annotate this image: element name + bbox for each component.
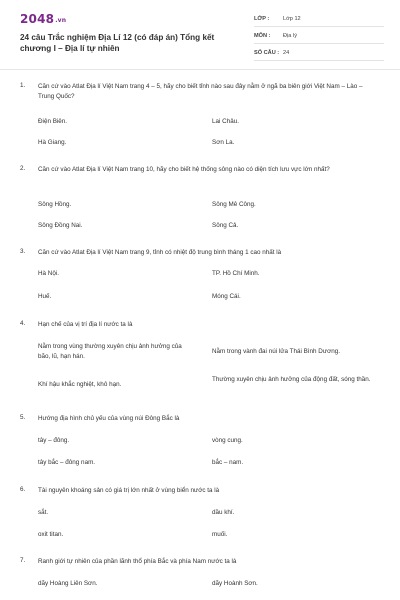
answer-option[interactable]: tây bắc – đông nam. — [38, 459, 96, 466]
answer-option[interactable]: Sông Mê Công. — [212, 201, 256, 208]
meta-row-subject — [254, 29, 384, 44]
answer-option[interactable]: sắt. — [38, 509, 49, 516]
answer-option[interactable]: Hà Giang. — [38, 139, 67, 146]
question-number: 7. — [20, 557, 26, 564]
answer-option[interactable]: Sơn La. — [212, 139, 235, 146]
answer-option[interactable]: Hà Nội. — [38, 270, 59, 277]
meta-value: Địa lý — [283, 33, 297, 39]
site-logo[interactable]: 2048.vn — [20, 12, 67, 26]
meta-value: Lớp 12 — [283, 16, 301, 22]
meta-label: SỐ CÂU : — [254, 50, 280, 56]
question-text: Hạn chế của vị trí địa lí nước ta là — [38, 321, 133, 328]
meta-row-class — [254, 12, 384, 27]
question-text: Tài nguyên khoáng sản có giá trị lớn nhất ở vùng biển nước ta là — [38, 487, 220, 494]
answer-option[interactable]: dãy Hoàng Liên Sơn. — [38, 580, 98, 587]
question-number: 3. — [20, 248, 26, 255]
answer-option[interactable]: Sông Cả. — [212, 222, 239, 229]
meta-value: 24 — [283, 50, 290, 56]
answer-option[interactable]: Lai Châu. — [212, 118, 239, 125]
answer-option[interactable]: TP. Hồ Chí Minh. — [212, 270, 260, 277]
question-number: 6. — [20, 486, 26, 493]
answer-option[interactable]: Nằm trong vành đai núi lửa Thái Bình Dương. — [212, 348, 340, 355]
question-number: 1. — [20, 82, 26, 89]
answer-option[interactable]: Móng Cái. — [212, 293, 241, 300]
question-text: Ranh giới tự nhiên của phần lãnh thổ phía Bắc và phía Nam nước ta là — [38, 558, 237, 565]
document-title: 24 câu Trắc nghiệm Địa Lí 12 (có đáp án) Tổng kết chương I – Địa lí tự nhiên — [20, 33, 215, 53]
answer-option[interactable]: dầu khí. — [212, 509, 235, 516]
document-header — [0, 0, 400, 70]
answer-option[interactable]: Thường xuyên chịu ảnh hưởng của động đất, sóng thần. — [212, 376, 371, 383]
answer-option[interactable]: Điện Biên. — [38, 118, 68, 125]
meta-row-count — [254, 46, 384, 61]
answer-option[interactable]: tây – đông. — [38, 437, 70, 444]
question-text: Hướng địa hình chủ yếu của vùng núi Đông Bắc là — [38, 415, 180, 422]
meta-label: LỚP : — [254, 16, 270, 22]
meta-label: MÔN : — [254, 33, 271, 39]
answer-option[interactable]: oxit titan. — [38, 531, 64, 538]
answer-option[interactable]: Sông Đồng Nai. — [38, 222, 83, 229]
answer-option[interactable]: bắc – nam. — [212, 459, 244, 466]
answer-option[interactable]: dãy Hoành Sơn. — [212, 580, 258, 587]
header-divider — [0, 69, 400, 70]
answer-option[interactable]: Huế. — [38, 293, 52, 300]
answer-option[interactable]: Nằm trong vùng thường xuyên chịu ảnh hưởng của bão, lũ, hạn hán. — [38, 343, 182, 360]
answer-option[interactable]: Khí hậu khắc nghiệt, khô hạn. — [38, 381, 122, 388]
question-number: 2. — [20, 165, 26, 172]
question-number: 4. — [20, 320, 26, 327]
answer-option[interactable]: Sông Hồng. — [38, 201, 72, 208]
answer-option[interactable]: vòng cung. — [212, 437, 243, 444]
document-meta — [254, 12, 384, 63]
question-text: Căn cứ vào Atlat Địa lí Việt Nam trang 10, hãy cho biết hệ thống sông nào có diện tích lưu vực lớn nhất? — [38, 166, 330, 173]
question-text: Căn cứ vào Atlat Địa lí Việt Nam trang 4 – 5, hãy cho biết tỉnh nào sau đây nằm ở ngã ba biên giới Việt Nam – Lào – Trung Quốc? — [38, 83, 363, 100]
question-number: 5. — [20, 414, 26, 421]
question-text: Căn cứ vào Atlat Địa lí Việt Nam trang 9, tỉnh có nhiệt độ trung bình tháng 1 cao nhất là — [38, 249, 282, 256]
answer-option[interactable]: muối. — [212, 531, 228, 538]
